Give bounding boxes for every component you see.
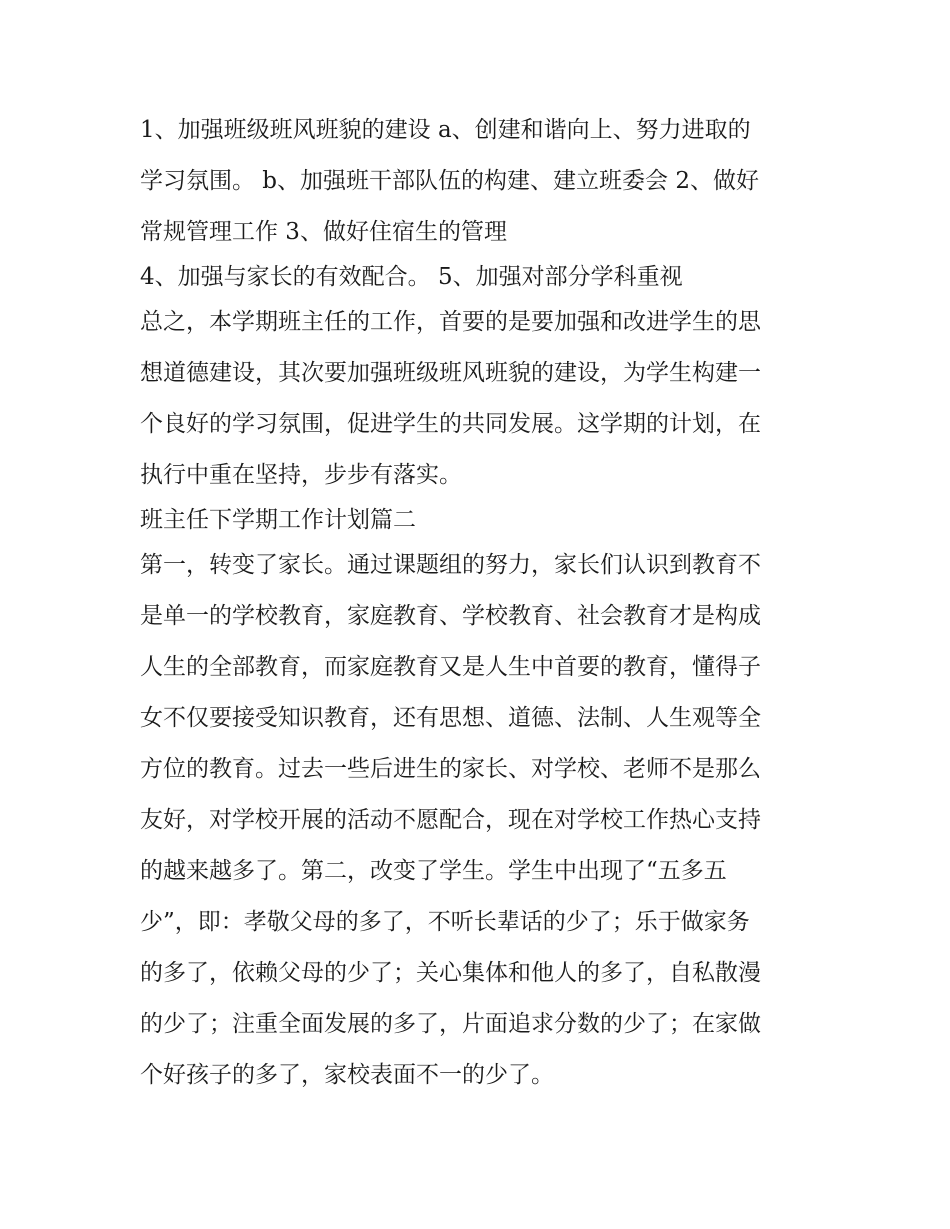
document-body bbox=[140, 110, 820, 1106]
text-line: 执行中重在坚持，步步有落实。 bbox=[140, 462, 462, 488]
text-line: 友好，对学校开展的活动不愿配合，现在对学校工作热心支持 bbox=[140, 807, 761, 833]
text-line: 的少了；注重全面发展的多了，片面追求分数的少了；在家做 bbox=[140, 1011, 761, 1037]
text-line: 的越来越多了。第二，改变了学生。学生中出现了“五多五 bbox=[140, 858, 727, 884]
text-line: 方位的教育。过去一些后进生的家长、对学校、老师不是那么 bbox=[140, 756, 761, 782]
text-line: 学习氛围。 b、加强班干部队伍的构建、建立班委会 2、做好 bbox=[140, 168, 759, 194]
text-line: 少”，即：孝敬父母的多了，不听长辈话的少了；乐于做家务 bbox=[140, 909, 750, 935]
text-line: 人生的全部教育，而家庭教育又是人生中首要的教育，懂得子 bbox=[140, 654, 761, 680]
text-line: 是单一的学校教育，家庭教育、学校教育、社会教育才是构成 bbox=[140, 603, 761, 629]
text-line: 想道德建设，其次要加强班级班风班貌的建设，为学生构建一 bbox=[140, 360, 761, 386]
text-line: 个良好的学习氛围，促进学生的共同发展。这学期的计划，在 bbox=[140, 411, 761, 437]
text-line: 的多了，依赖父母的少了；关心集体和他人的多了，自私散漫 bbox=[140, 960, 761, 986]
section-heading: 班主任下学期工作计划篇二 bbox=[140, 507, 416, 533]
text-line: 个好孩子的多了，家校表面不一的少了。 bbox=[140, 1062, 554, 1088]
text-line: 常规管理工作 3、做好住宿生的管理 bbox=[140, 219, 507, 245]
text-line: 4、加强与家长的有效配合。 5、加强对部分学科重视 bbox=[140, 264, 683, 290]
text-line: 总之，本学期班主任的工作，首要的是要加强和改进学生的思 bbox=[140, 309, 761, 335]
text-line: 女不仅要接受知识教育，还有思想、道德、法制、人生观等全 bbox=[140, 705, 761, 731]
text-line: 第一，转变了家长。通过课题组的努力，家长们认识到教育不 bbox=[140, 552, 761, 578]
text-line: 1、加强班级班风班貌的建设 a、创建和谐向上、努力进取的 bbox=[140, 117, 751, 143]
